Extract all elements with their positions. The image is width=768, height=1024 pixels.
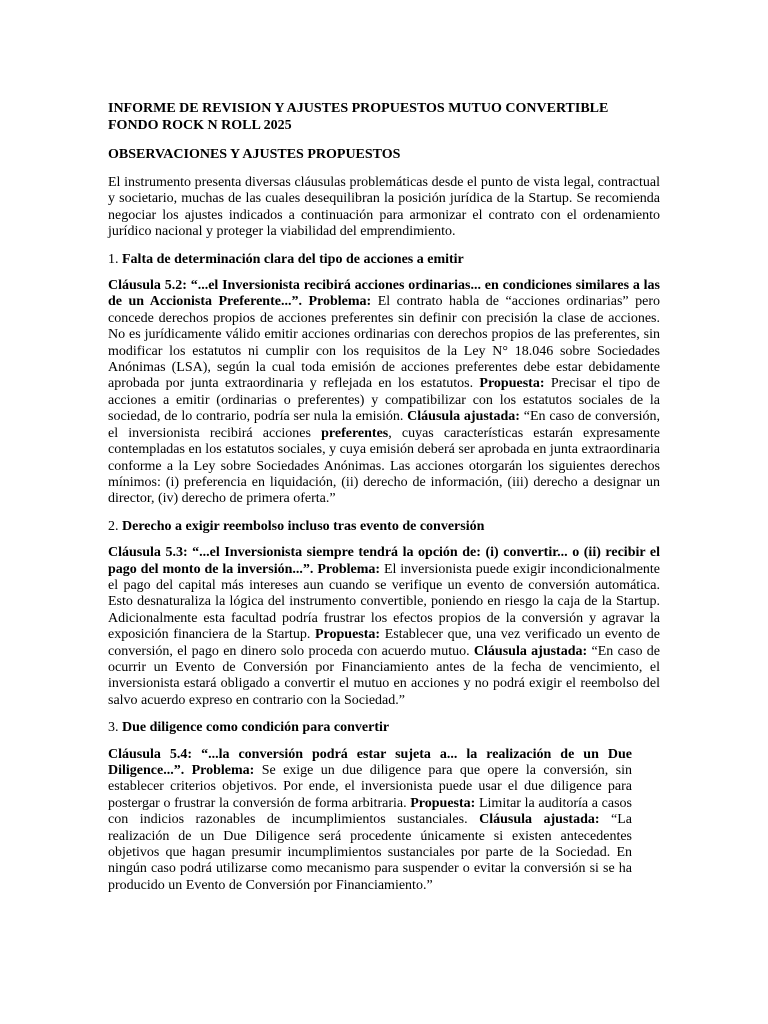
item-1-heading-text: Falta de determinación clara del tipo de acciones a emitir <box>122 251 464 267</box>
item-3-proposal-text: Limitar la auditoría a casos con indicios razonables de incumplimientos sustanciales. <box>108 795 632 828</box>
item-3-adjusted-label: Cláusula ajustada: <box>479 812 600 828</box>
item-3-problem-text: Se exige un due diligence para que opere la conversión, sin establecer criterios objetivos. Por ende, el inversionista puede usar el due diligence para postergar o frustrar la conversión de forma arbitraria. <box>108 763 633 811</box>
item-2-adjusted-label: Cláusula ajustada: <box>473 643 588 659</box>
item-1-proposal-label: Propuesta: <box>479 376 545 392</box>
item-2-clause-ref: Cláusula 5.3: “...el Inversionista siempre tendrá la opción de: (i) convertir... o (ii) recibir el pago del monto de la inversión...”. <box>108 545 660 577</box>
item-1-clause-ref: Cláusula 5.2: “...el Inversionista recibirá acciones ordinarias... en condiciones similares a las de un Accionista Preferente...”. <box>108 278 660 310</box>
item-3-number: 3. <box>108 720 119 736</box>
item-1-problem-label: Problema: <box>308 294 372 310</box>
item-3-adjusted-text: “La realización de un Due Diligence será procedente únicamente si existen antecedentes objetivos que hagan presumir incumplimientos sustanciales por parte de la Sociedad. En ningún caso podrá utilizarse como mecanismo para suspender o evitar la conversión si se ha producido un Evento de Conversión por Financiamiento.” <box>108 812 632 893</box>
item-3-body <box>108 747 632 895</box>
intro-paragraph: El instrumento presenta diversas cláusulas problemáticas desde el punto de vista legal, contractual y societario, muchas de las cuales desequilibran la posición jurídica de la Startup. Se recomienda negociar los ajustes indicados a continuación para armonizar el contrato con el ordenamiento jurídico nacional y proteger la viabilidad del emprendimiento. <box>108 175 660 240</box>
item-2-proposal-text: Establecer que, una vez verificado un evento de conversión, el pago en dinero solo proceda con acuerdo mutuo. <box>108 627 660 659</box>
item-2-heading-text: Derecho a exigir reembolso incluso tras evento de conversión <box>122 518 485 534</box>
item-3-heading-text: Due diligence como condición para convertir <box>122 720 390 736</box>
item-2-heading <box>108 519 660 535</box>
item-3-proposal-label: Propuesta: <box>410 795 476 811</box>
item-1-problem-text: El contrato habla de “acciones ordinarias” pero concede derechos propios de acciones preferentes sin definir con precisión la clase de acciones. No es jurídicamente válido emitir acciones ordinarias con derechos propios de las preferentes, sin modificar los estatutos ni cumplir con los requisitos de la Ley N° 18.046 sobre Sociedades Anónimas (LSA), según la cual toda emisión de acciones preferentes debe estar debidamente aprobada por junta extraordinaria y reflejada en los estatutos. <box>108 294 660 392</box>
item-1-adjusted-bold: preferentes <box>321 425 389 441</box>
item-1-number: 1. <box>108 251 119 267</box>
item-2-adjusted-text: “En caso de ocurrir un Evento de Conversión por Financiamiento antes de la fecha de vencimiento, el inversionista estará obligado a convertir el mutuo en acciones y no podrá exigir el reembolso del salvo acuerdo expreso en contrario con la Sociedad.” <box>108 643 661 708</box>
item-3-heading <box>108 720 660 736</box>
item-3-problem-label: Problema: <box>191 763 255 778</box>
item-1-heading <box>108 252 660 268</box>
item-2-problem-text: El inversionista puede exigir incondicionalmente el pago del capital más intereses aun cuando se verifique un evento de conversión automática. Esto desnaturaliza la lógica del instrumento convertible, poniendo en riesgo la caja de la Startup. Adicionalmente esta facultad podría frustrar los efectos propios de la conversión y agravar la exposición financiera de la Startup. <box>108 561 661 643</box>
item-1-adjusted-text-b: , cuyas características estarán expresamente contempladas en los estatutos sociales, y cuya emisión deberá ser aprobada en junta extraordinaria conforme a la Ley sobre Sociedades Anónimas. Las acciones otorgarán los siguientes derechos mínimos: (i) preferencia en liquidación, (ii) derecho de información, (iii) derecho a designar un director, (iv) derecho de primera oferta.” <box>108 425 660 507</box>
item-1-adjusted-label: Cláusula ajustada: <box>407 409 520 425</box>
item-1-adjusted-text-a: “En caso de conversión, el inversionista recibirá acciones <box>108 409 661 441</box>
item-3-clause-ref: Cláusula 5.4: “...la conversión podrá estar sujeta a... la realización de un Due Diligence...”. <box>108 746 632 778</box>
item-2-number: 2. <box>108 518 119 534</box>
item-2-body <box>108 545 660 709</box>
item-1-body <box>108 278 660 508</box>
item-2-proposal-label: Propuesta: <box>315 627 381 643</box>
item-1-proposal-text: Precisar el tipo de acciones a emitir (ordinarias o preferentes) y compatibilizar con los estatutos sociales de la sociedad, de lo contrario, podría ser nula la emisión. <box>108 376 660 425</box>
section-title: OBSERVACIONES Y AJUSTES PROPUESTOS <box>108 147 401 162</box>
item-2-problem-label: Problema: <box>317 561 381 577</box>
document-title: INFORME DE REVISION Y AJUSTES PROPUESTOS MUTUO CONVERTIBLE FONDO ROCK N ROLL 2025 <box>108 101 609 133</box>
